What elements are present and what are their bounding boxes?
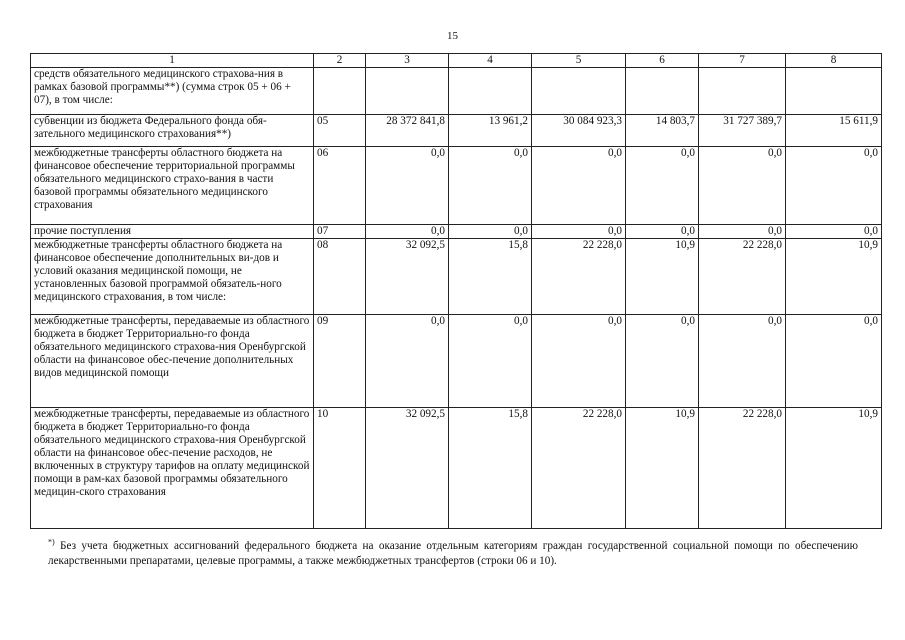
table-row [31,239,882,315]
header-row [31,54,882,68]
header-cell: 1 [31,54,314,68]
budget-table [30,53,882,529]
cell-value: 32 092,5 [366,408,449,529]
cell-value [366,68,449,115]
cell-value: 31 727 389,7 [699,115,786,147]
row-name: межбюджетные трансферты областного бюджета на финансовое обеспечение дополнительных ви-дов и условий оказания медицинской помощи, не установленных базовой программой обязатель-ного медицинского страхования, в том числе: [31,239,314,315]
cell-value: 0,0 [449,225,532,239]
table-row [31,115,882,147]
footnote [48,539,858,569]
cell-value: 0,0 [699,147,786,225]
cell-value: 10,9 [786,408,882,529]
header-cell: 8 [786,54,882,68]
cell-value: 0,0 [626,147,699,225]
table-row [31,147,882,225]
row-code: 05 [314,115,366,147]
row-name: межбюджетные трансферты областного бюджета на финансовое обеспечение территориальной программы обязательного медицинского страхо-вания в части базовой программы обязательного медицинского страхования [31,147,314,225]
footnote-marker: *) [48,537,55,547]
cell-value [532,68,626,115]
cell-value: 28 372 841,8 [366,115,449,147]
header-cell: 4 [449,54,532,68]
cell-value: 0,0 [532,315,626,408]
page-number: 15 [447,30,458,42]
row-code [314,68,366,115]
cell-value: 14 803,7 [626,115,699,147]
cell-value: 22 228,0 [532,408,626,529]
table-row [31,225,882,239]
cell-value: 22 228,0 [699,239,786,315]
cell-value: 0,0 [532,147,626,225]
cell-value: 22 228,0 [532,239,626,315]
row-code: 08 [314,239,366,315]
row-code: 09 [314,315,366,408]
cell-value [626,68,699,115]
cell-value: 0,0 [449,315,532,408]
row-name: субвенции из бюджета Федерального фонда обя-зательного медицинского страхования**) [31,115,314,147]
row-name: межбюджетные трансферты, передаваемые из областного бюджета в бюджет Территориально-го фонда обязательного медицинского страхова-ния Оренбургской области на финансовое обес-печение расходов, не включенных в структуру тарифов на оплату медицинской помощи в рам-ках базовой программы обязательного медицин-ского страхования [31,408,314,529]
header-cell: 7 [699,54,786,68]
cell-value: 0,0 [699,315,786,408]
row-name: межбюджетные трансферты, передаваемые из областного бюджета в бюджет Территориально-го фонда обязательного медицинского страхова-ния Оренбургской области на финансовое обес-печение дополнительных видов медицинской помощи [31,315,314,408]
cell-value: 0,0 [699,225,786,239]
cell-value [786,68,882,115]
cell-value [449,68,532,115]
table-row [31,68,882,115]
cell-value: 10,9 [626,239,699,315]
cell-value: 0,0 [366,225,449,239]
header-cell: 3 [366,54,449,68]
row-code: 07 [314,225,366,239]
row-name: средств обязательного медицинского страхова-ния в рамках базовой программы**) (сумма строк 05 + 06 + 07), в том числе: [31,68,314,115]
cell-value: 10,9 [626,408,699,529]
header-cell: 5 [532,54,626,68]
footnote-text: Без учета бюджетных ассигнований федерального бюджета на оказание отдельным категориям граждан государственной социальной помощи по обеспечению лекарственными препаратами, целевые программы, а также межбюджетных трансфертов (строки 06 и 10). [48,540,858,567]
cell-value: 22 228,0 [699,408,786,529]
cell-value: 15,8 [449,408,532,529]
row-code: 06 [314,147,366,225]
cell-value: 32 092,5 [366,239,449,315]
cell-value [699,68,786,115]
cell-value: 0,0 [626,225,699,239]
cell-value: 0,0 [366,147,449,225]
cell-value: 30 084 923,3 [532,115,626,147]
cell-value: 0,0 [626,315,699,408]
cell-value: 0,0 [366,315,449,408]
table-row [31,408,882,529]
cell-value: 0,0 [786,225,882,239]
cell-value: 15,8 [449,239,532,315]
row-name: прочие поступления [31,225,314,239]
cell-value: 15 611,9 [786,115,882,147]
cell-value: 0,0 [786,147,882,225]
table-row [31,315,882,408]
cell-value: 13 961,2 [449,115,532,147]
cell-value: 10,9 [786,239,882,315]
row-code: 10 [314,408,366,529]
cell-value: 0,0 [786,315,882,408]
cell-value: 0,0 [532,225,626,239]
cell-value: 0,0 [449,147,532,225]
header-cell: 6 [626,54,699,68]
header-cell: 2 [314,54,366,68]
